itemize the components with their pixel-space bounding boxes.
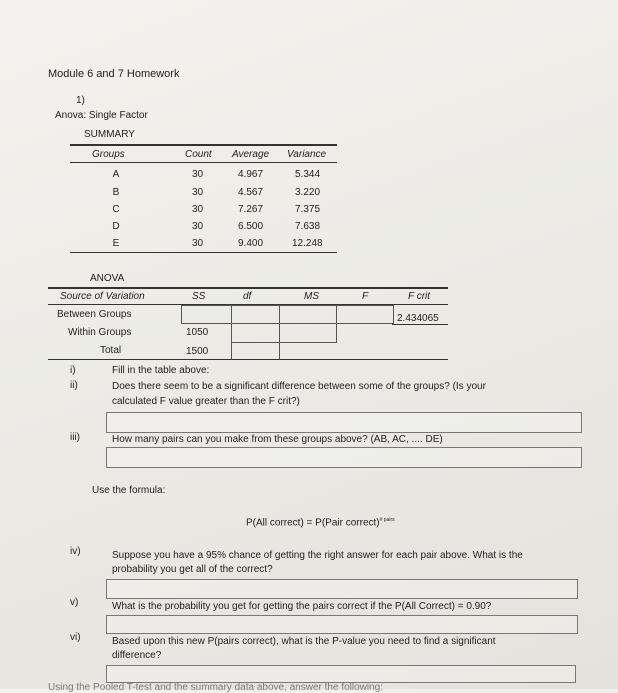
q-ii-number: ii)	[70, 380, 78, 391]
q-iv-text: Suppose you have a 95% chance of getting the right answer for each pair above. What is the	[112, 550, 523, 561]
anova-header-source: Source of Variation	[60, 291, 145, 302]
q-iii-number: iii)	[70, 432, 80, 443]
summary-cell-count: 30	[192, 187, 204, 198]
q-vi-answer-box[interactable]	[106, 665, 576, 683]
summary-cell-variance: 12.248	[292, 238, 323, 249]
q-vi-number: vi)	[70, 632, 81, 643]
summary-header-rule	[70, 162, 337, 163]
summary-cell-variance: 7.375	[295, 204, 321, 215]
summary-label: SUMMARY	[84, 129, 135, 140]
summary-cell-count: 30	[192, 221, 204, 232]
anova-top-rule	[48, 287, 448, 289]
formula-main: P(All correct) = P(Pair correct)	[246, 517, 380, 529]
summary-cell-count: 30	[192, 169, 204, 180]
summary-bottom-rule	[70, 252, 337, 253]
formula-intro: Use the formula:	[92, 485, 166, 496]
anova-header-ms: MS	[304, 291, 319, 302]
total-df-cell[interactable]	[231, 342, 280, 360]
summary-cell-average: 4.567	[238, 187, 264, 198]
q-iii-answer-box[interactable]	[106, 447, 582, 468]
summary-cell-count: 30	[192, 204, 204, 215]
anova-header-f: F	[362, 291, 369, 302]
q-v-number: v)	[70, 597, 79, 608]
summary-header-groups: Groups	[92, 149, 125, 160]
anova-row-label: Within Groups	[68, 327, 132, 338]
q1-number: 1)	[76, 95, 85, 106]
anova-row-label: Between Groups	[57, 309, 132, 320]
anova-header-fcrit: F crit	[408, 291, 431, 302]
summary-header-variance: Variance	[287, 149, 327, 160]
page-heading: Module 6 and 7 Homework	[48, 68, 180, 80]
q-ii-text-line2: calculated F value greater than the F crit?)	[112, 396, 300, 407]
q-iv-number: iv)	[70, 546, 81, 557]
summary-cell-variance: 3.220	[295, 187, 321, 198]
between-ms-cell[interactable]	[279, 305, 337, 324]
summary-cell-group: A	[112, 169, 120, 180]
q-ii-answer-box[interactable]	[106, 412, 582, 433]
q-v-text: What is the probability you get for getting the pairs correct if the P(All Correct) = 0.90?	[112, 601, 492, 612]
summary-cell-group: D	[112, 221, 120, 232]
summary-cell-average: 6.500	[238, 221, 264, 232]
q-iv-answer-box[interactable]	[106, 579, 578, 599]
summary-cell-group: C	[112, 204, 120, 215]
between-f-cell[interactable]	[336, 305, 394, 324]
q-i-number: i)	[70, 365, 76, 376]
next-section-cutoff: Using the Pooled T-test and the summary data above, answer the following:	[48, 682, 384, 693]
between-fcrit-value: 2.434065	[397, 313, 439, 324]
q-v-answer-box[interactable]	[106, 615, 578, 634]
within-ms-cell[interactable]	[279, 323, 337, 343]
between-df-cell[interactable]	[231, 305, 280, 324]
formula-text	[246, 517, 395, 528]
anova-bottom-rule	[48, 359, 448, 360]
anova-subtitle: Anova: Single Factor	[55, 110, 148, 121]
between-ss-cell[interactable]	[181, 305, 232, 324]
summary-header-count: Count	[185, 149, 212, 160]
fcrit-underline	[392, 324, 448, 325]
summary-cell-variance: 5.344	[295, 169, 321, 180]
q-vi-text: Based upon this new P(pairs correct), what is the P-value you need to find a significant	[112, 636, 496, 647]
summary-cell-average: 9.400	[238, 238, 264, 249]
anova-label: ANOVA	[90, 273, 125, 284]
anova-header-df: df	[243, 291, 252, 302]
summary-cell-average: 7.267	[238, 204, 264, 215]
anova-header-ss: SS	[192, 291, 206, 302]
summary-cell-average: 4.967	[238, 169, 264, 180]
anova-row-label: Total	[100, 345, 122, 356]
q-iii-text: How many pairs can you make from these groups above? (AB, AC, .... DE)	[112, 434, 443, 445]
summary-cell-group: B	[112, 187, 120, 198]
summary-header-average: Average	[232, 149, 270, 160]
q-vi-text-line2: difference?	[112, 650, 162, 661]
q-ii-text: Does there seem to be a significant difference between some of the groups? (Is your	[112, 381, 486, 392]
q-iv-text-line2: probability you get all of the correct?	[112, 564, 273, 575]
total-ss-value: 1500	[186, 346, 209, 357]
summary-top-rule	[70, 144, 337, 146]
within-df-cell[interactable]	[231, 323, 280, 343]
summary-cell-count: 30	[192, 238, 204, 249]
within-ss-value: 1050	[186, 327, 209, 338]
q-i-text: Fill in the table above:	[112, 365, 210, 376]
formula-exponent: # pairs	[379, 517, 395, 523]
summary-cell-variance: 7.638	[295, 221, 321, 232]
summary-cell-group: E	[112, 238, 120, 249]
